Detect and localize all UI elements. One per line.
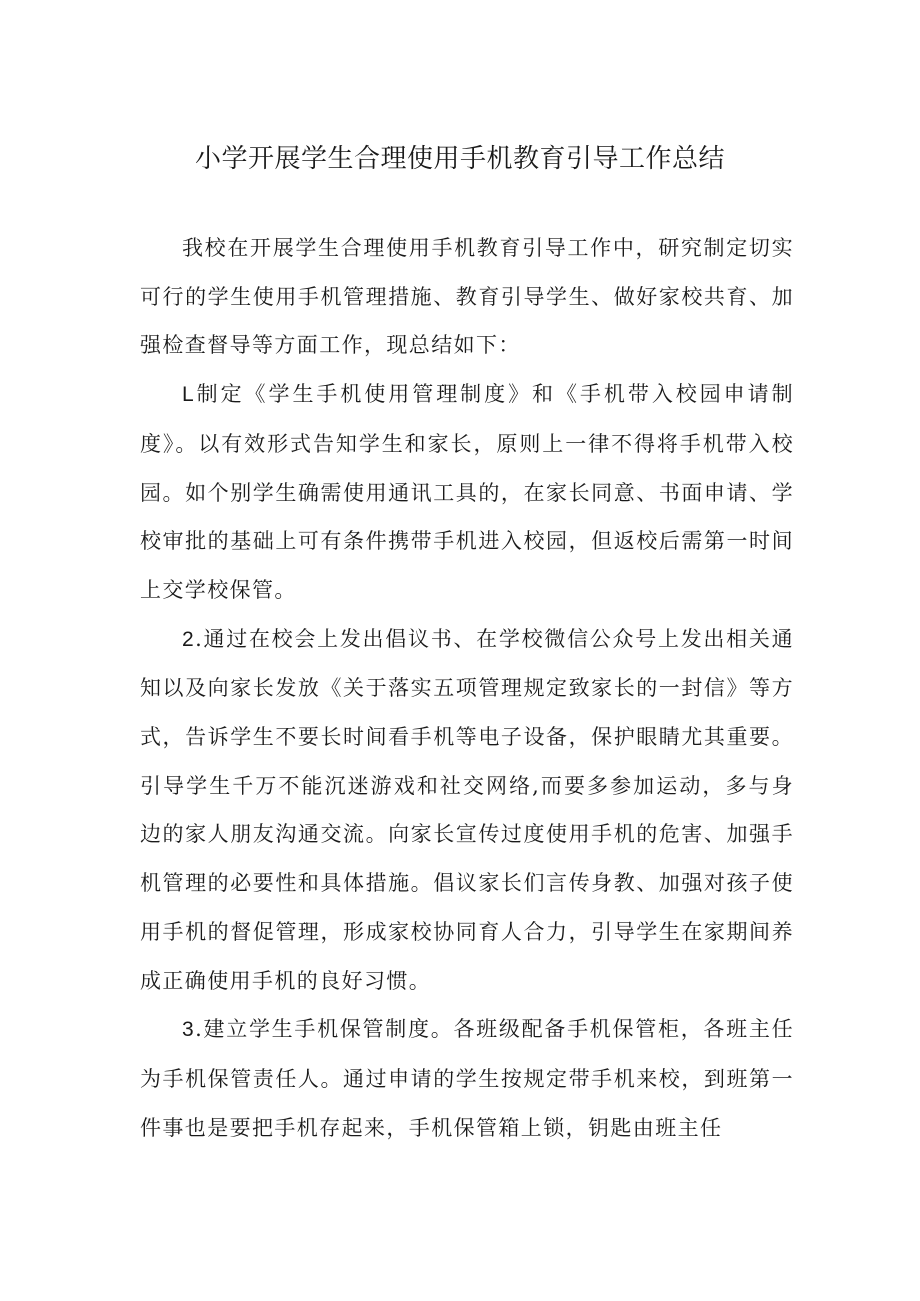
paragraph-intro xyxy=(140,224,794,370)
document-body xyxy=(140,224,794,1152)
paragraph-text: 制定《学生手机使用管理制度》和《手机带入校园申请制度》。以有效形式告知学生和家长，原则上一律不得将手机带入校园。如个别学生确需使用通讯工具的，在家长同意、书面申请、学校审批的基础上可有条件携带手机进入校园，但返校后需第一时间上交学校保管。 xyxy=(140,382,794,602)
paragraph-item-3 xyxy=(140,1005,794,1152)
document-title: 小学开展学生合理使用手机教育引导工作总结 xyxy=(194,144,725,174)
paragraph-text: .通过在校会上发出倡议书、在学校微信公众号上发出相关通知以及向家长发放《关于落实五项管理规定致家长的一封信》等方式，告诉学生不要长时间看手机等电子设备，保护眼睛尤其重要。引导学生千万不能沉迷游戏和社交网络,而要多参加运动，多与身边的家人朋友沟通交流。向家长宣传过度使用手机的危害、加强手机管理的必要性和具体措施。倡议家长们言传身教、加强对孩子使用手机的督促管理，形成家校协同育人合力，引导学生在家期间养成正确使用手机的良好习惯。 xyxy=(140,626,794,993)
paragraph-text: .建立学生手机保管制度。各班级配备手机保管柜，各班主任为手机保管责任人。通过申请的学生按规定带手机来校，到班第一件事也是要把手机存起来，手机保管箱上锁，钥匙由班主任 xyxy=(140,1017,794,1140)
item-number: 3 xyxy=(182,1018,196,1042)
item-number: 2 xyxy=(182,627,196,651)
paragraph-item-2 xyxy=(140,615,794,1006)
paragraph-text: 我校在开展学生合理使用手机教育引导工作中，研究制定切实可行的学生使用手机管理措施、教育引导学生、做好家校共育、加强检查督导等方面工作，现总结如下： xyxy=(140,236,794,358)
paragraph-item-1 xyxy=(140,370,794,615)
item-number: L xyxy=(182,383,196,407)
